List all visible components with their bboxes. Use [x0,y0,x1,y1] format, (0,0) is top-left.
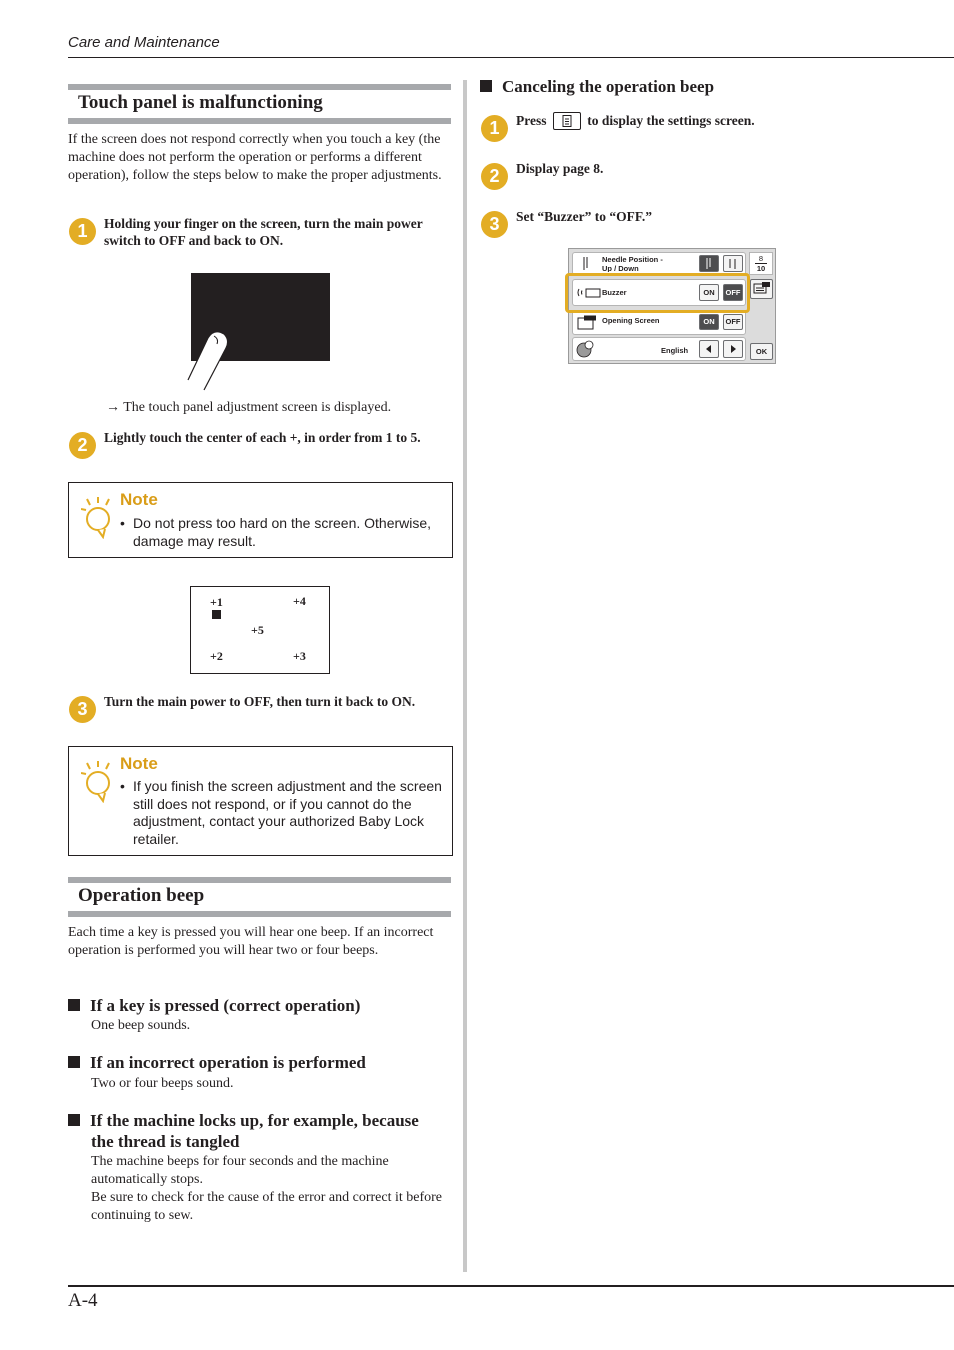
buzzer-label: Buzzer [602,288,627,297]
subheading-incorrect-operation: If an incorrect operation is performed [68,1053,366,1073]
arrow-right-icon [724,341,742,357]
opening-off-button[interactable]: OFF [723,314,743,330]
note-title-2: Note [120,754,158,773]
section-bar-bottom [68,911,451,917]
settings-side-button[interactable] [750,279,773,299]
lightbulb-icon [81,497,115,539]
touch-point-1: +1 [210,595,223,609]
cancel-step-1: Press to display the settings screen. [516,113,755,128]
touch-point-4: +4 [293,594,306,608]
subheading-correct-operation: If a key is pressed (correct operation) [68,996,360,1016]
header-rule [68,57,954,58]
settings-key-button[interactable] [553,112,581,130]
needle-label-2: Up / Down [602,264,639,272]
step-number-2: 2 [69,432,96,459]
language-next-button[interactable] [723,340,743,358]
arrow-left-icon [700,341,718,357]
square-bullet [68,999,80,1011]
page-indicator [749,252,773,275]
language-row [572,337,746,361]
square-bullet [480,80,492,92]
step-number-1: 1 [69,218,96,245]
buzzer-highlight-frame [565,273,750,313]
machine-settings-icon [751,280,772,298]
square-bullet [68,1114,80,1126]
step-2-text: Lightly touch the center of each +, in order from 1 to 5. [104,430,421,445]
ok-button[interactable]: OK [750,343,773,360]
buzzer-on-button[interactable]: ON [699,284,719,301]
subheading-canceling-beep: Canceling the operation beep [480,77,714,97]
note-box-1 [68,482,453,558]
note-bullet-2: • [120,778,125,794]
step-number-2: 2 [481,163,508,190]
section-title-touch-panel: Touch panel is malfunctioning [78,92,323,113]
touch-points-screen [190,586,330,674]
page-number: A-4 [68,1290,98,1311]
note-title-1: Note [120,490,158,509]
square-bullet [68,1056,80,1068]
touch-point-5: +5 [251,623,264,637]
needle-position-row [572,252,746,275]
needle-icon [581,256,591,271]
touch-point-2: +2 [210,649,223,663]
step-number-3: 3 [481,211,508,238]
lightbulb-icon [81,761,115,803]
opening-on-button[interactable]: ON [699,314,719,330]
needle-label-1: Needle Position - [602,255,663,264]
incorrect-operation-body: Two or four beeps sound. [91,1076,234,1091]
result-text: → The touch panel adjustment screen is displayed. [106,400,392,415]
section-bar-bottom [68,118,451,124]
note-bullet-1: • [120,515,125,531]
note-text-1: Do not press too hard on the screen. Otherwise, damage may result. [133,515,432,549]
operation-beep-intro: Each time a key is pressed you will hear one beep. If an incorrect operation is performed you will hear two or four beeps. [68,925,434,958]
language-value: English [661,346,689,355]
step-1-text: Holding your finger on the screen, turn the main power switch to OFF and back to ON. [104,216,423,248]
cancel-step-2: Display page 8. [516,161,604,176]
globe-icon [576,340,594,358]
footer-rule [68,1285,954,1287]
note-text-2: If you finish the screen adjustment and the screen still does not respond, or if you cannot do the adjustment, contact your authorized Baby Lock retailer. [133,778,442,847]
touch-panel-intro: If the screen does not respond correctly when you touch a key (the machine does not perform the operation or performs a different operation), follow the steps below to make the proper adjustments. [68,132,442,183]
needle-down-button[interactable] [723,255,743,272]
step-3-text: Turn the main power to OFF, then turn it back to ON. [104,694,416,709]
machine-locks-body-1: The machine beeps for four seconds and the machine automatically stops. [91,1154,389,1187]
needle-up-button[interactable] [699,255,719,272]
touch-point-3: +3 [293,649,306,663]
page-total: 10 [756,264,766,273]
step-number-1: 1 [481,115,508,142]
subheading-machine-locks-line2: the thread is tangled [91,1132,240,1151]
finger-icon [186,330,236,392]
language-prev-button[interactable] [699,340,719,358]
machine-locks-body-2: Be sure to check for the cause of the error and correct it before continuing to sew. [91,1190,442,1223]
page-current: 8 [758,254,764,263]
settings-icon [554,113,580,129]
opening-screen-label: Opening Screen [602,316,660,325]
opening-screen-row [572,310,746,335]
touch-marker [212,610,221,619]
step-number-3: 3 [69,696,96,723]
section-title-operation-beep: Operation beep [78,885,205,906]
needle-up-icon [700,256,718,271]
section-label: Care and Maintenance [68,34,220,51]
opening-screen-icon [577,315,597,330]
note-box-2 [68,746,453,856]
correct-operation-body: One beep sounds. [91,1018,191,1033]
cancel-step-3: Set “Buzzer” to “OFF.” [516,209,652,224]
subheading-machine-locks: If the machine locks up, for example, because [68,1111,419,1131]
needle-down-icon [724,256,742,271]
column-divider [463,80,467,1272]
buzzer-off-button[interactable]: OFF [723,284,743,301]
